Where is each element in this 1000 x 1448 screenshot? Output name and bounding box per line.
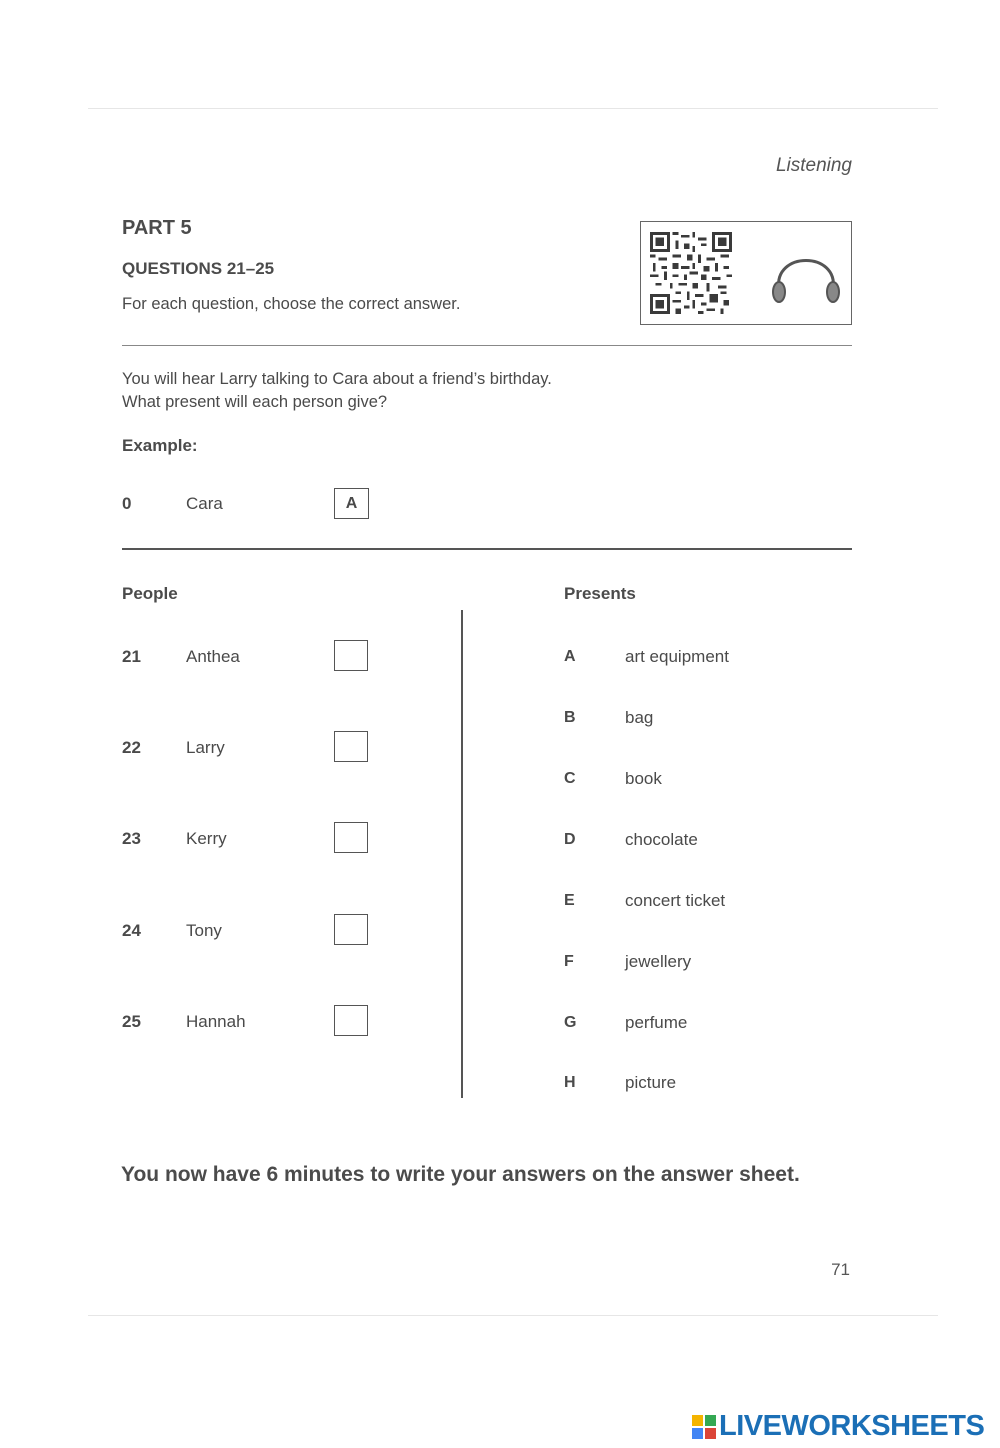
- person-name: Tony: [186, 921, 222, 940]
- person-name: Hannah: [186, 1012, 246, 1031]
- qr-code-icon[interactable]: [650, 231, 732, 315]
- example-answer-box: [334, 488, 369, 519]
- example-number: 0: [122, 494, 132, 513]
- question-number: 21: [122, 647, 141, 666]
- liveworksheets-logo[interactable]: [692, 1410, 984, 1443]
- presents-heading: Presents: [564, 584, 636, 603]
- bottom-page-edge: [88, 1315, 938, 1316]
- example-label: Example:: [122, 436, 198, 455]
- present-text: jewellery: [625, 952, 692, 971]
- question-number: 25: [122, 1012, 141, 1031]
- answer-box-23[interactable]: [334, 822, 368, 853]
- top-page-edge: [88, 108, 938, 109]
- page-number: 71: [831, 1260, 850, 1279]
- present-letter: E: [564, 892, 575, 909]
- present-letter: B: [564, 709, 576, 726]
- part-title: PART 5: [122, 217, 192, 239]
- present-text: bag: [625, 708, 654, 727]
- present-text: concert ticket: [625, 891, 726, 910]
- answer-box-25[interactable]: [334, 1005, 368, 1036]
- answer-box-22[interactable]: [334, 731, 368, 762]
- present-text: chocolate: [625, 830, 698, 849]
- liveworksheets-icon: [692, 1415, 716, 1439]
- present-text: art equipment: [625, 647, 729, 666]
- divider-top: [122, 345, 852, 346]
- present-letter: H: [564, 1074, 576, 1091]
- liveworksheets-wordmark: LIVEWORKSHEETS: [719, 1410, 985, 1442]
- section-label: Listening: [775, 155, 852, 176]
- people-heading: People: [122, 584, 178, 603]
- intro-line-2: What present will each person give?: [122, 393, 388, 411]
- questions-range: QUESTIONS 21–25: [122, 259, 275, 278]
- question-number: 22: [122, 738, 141, 757]
- time-notice: You now have 6 minutes to write your answers on the answer sheet.: [121, 1163, 800, 1186]
- present-text: perfume: [625, 1013, 688, 1032]
- example-name: Cara: [186, 494, 223, 513]
- question-number: 24: [122, 921, 141, 940]
- present-letter: D: [564, 831, 576, 848]
- present-letter: C: [564, 770, 576, 787]
- intro-line-1: You will hear Larry talking to Cara about a friend’s birthday.: [122, 370, 552, 388]
- example-answer: A: [345, 494, 358, 512]
- person-name: Kerry: [186, 829, 227, 848]
- instruction: For each question, choose the correct answer.: [122, 295, 461, 313]
- question-number: 23: [122, 829, 141, 848]
- present-letter: A: [564, 648, 576, 665]
- present-letter: F: [564, 953, 574, 970]
- person-name: Larry: [186, 738, 225, 757]
- present-text: picture: [625, 1073, 677, 1092]
- divider-middle: [122, 548, 852, 550]
- present-text: book: [625, 769, 662, 788]
- column-separator: [461, 610, 463, 1098]
- answer-box-24[interactable]: [334, 914, 368, 945]
- answer-box-21[interactable]: [334, 640, 368, 671]
- headphones-icon[interactable]: [767, 239, 845, 309]
- present-letter: G: [564, 1014, 577, 1031]
- person-name: Anthea: [186, 647, 240, 666]
- audio-box: [640, 221, 852, 325]
